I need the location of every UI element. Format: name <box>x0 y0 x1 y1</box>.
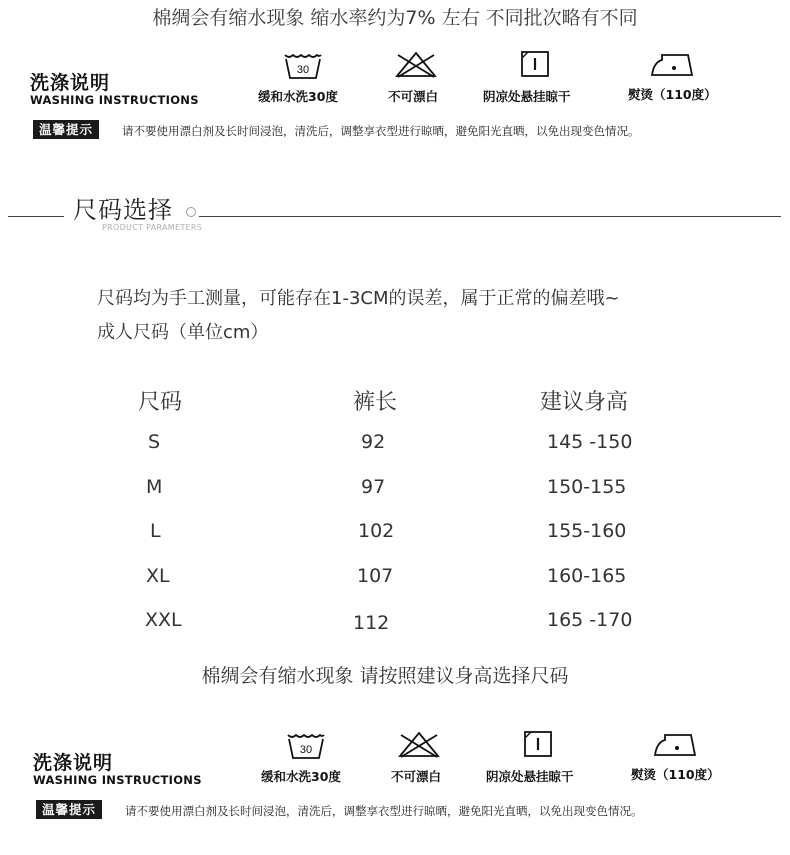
hang-dry-shade-icon <box>523 730 553 758</box>
care-label-dry: 阴凉处悬挂晾干 <box>486 769 574 784</box>
header-height: 建议身高 <box>540 390 629 415</box>
cell-length: 92 <box>361 431 386 453</box>
cell-size: S <box>148 431 161 453</box>
cell-size: M <box>146 476 163 498</box>
no-bleach-icon <box>396 730 442 760</box>
tip-badge: 温馨提示 <box>33 120 99 139</box>
header-size: 尺码 <box>138 390 183 415</box>
tip-badge: 温馨提示 <box>36 800 102 819</box>
washing-title: 洗涤说明 <box>33 752 114 774</box>
care-label-bleach: 不可漂白 <box>391 769 442 784</box>
shrinkage-note: 棉绸会有缩水现象 缩水率约为7% 左右 不同批次略有不同 <box>152 7 638 29</box>
section-divider-left <box>8 216 64 217</box>
washing-subtitle: WASHING INSTRUCTIONS <box>30 93 199 107</box>
care-label-iron: 熨烫（110度） <box>628 87 717 102</box>
header-length: 裤长 <box>353 390 398 415</box>
section-dot-icon <box>186 207 196 217</box>
section-subtitle: PRODUCT PARAMETERS <box>102 223 203 232</box>
cell-size: L <box>150 520 161 542</box>
size-advice-note: 棉绸会有缩水现象 请按照建议身高选择尺码 <box>201 665 569 687</box>
cell-height: 155-160 <box>547 520 627 542</box>
care-label-bleach: 不可漂白 <box>388 89 439 104</box>
cell-height: 160-165 <box>547 565 627 587</box>
unit-note: 成人尺码（单位cm） <box>97 322 269 343</box>
cell-length: 102 <box>358 520 395 542</box>
iron-icon <box>650 52 694 78</box>
cell-length: 107 <box>357 565 394 587</box>
cell-height: 165 -170 <box>547 609 633 631</box>
cell-length: 97 <box>361 476 386 498</box>
cell-size: XL <box>146 565 170 587</box>
iron-icon <box>653 732 697 758</box>
measurement-note: 尺码均为手工测量，可能存在1-3CM的误差，属于正常的偏差哦~ <box>97 288 620 309</box>
washing-title: 洗涤说明 <box>30 72 111 94</box>
cell-size: XXL <box>145 609 182 631</box>
hang-dry-shade-icon <box>520 50 550 78</box>
care-label-dry: 阴凉处悬挂晾干 <box>483 89 571 104</box>
section-title: 尺码选择 <box>73 196 173 224</box>
tip-text: 请不要使用漂白剂及长时间浸泡，清洗后，调整享衣型进行晾晒，避免阳光直晒，以免出现变色情况。 <box>125 804 643 818</box>
care-label-wash: 缓和水洗30度 <box>261 769 341 784</box>
wash-30-icon <box>286 732 326 760</box>
washing-subtitle: WASHING INSTRUCTIONS <box>33 773 202 787</box>
care-label-iron: 熨烫（110度） <box>631 767 720 782</box>
cell-length: 112 <box>353 612 390 634</box>
section-divider-right <box>199 216 781 217</box>
wash-temp-value: 30 <box>296 64 310 76</box>
cell-height: 145 -150 <box>547 431 633 453</box>
no-bleach-icon <box>393 50 439 80</box>
tip-text: 请不要使用漂白剂及长时间浸泡，清洗后，调整享衣型进行晾晒，避免阳光直晒，以免出现变色情况。 <box>122 124 640 138</box>
cell-height: 150-155 <box>547 476 627 498</box>
care-label-wash: 缓和水洗30度 <box>258 89 338 104</box>
wash-30-icon <box>283 52 323 80</box>
wash-temp-value: 30 <box>299 744 313 756</box>
